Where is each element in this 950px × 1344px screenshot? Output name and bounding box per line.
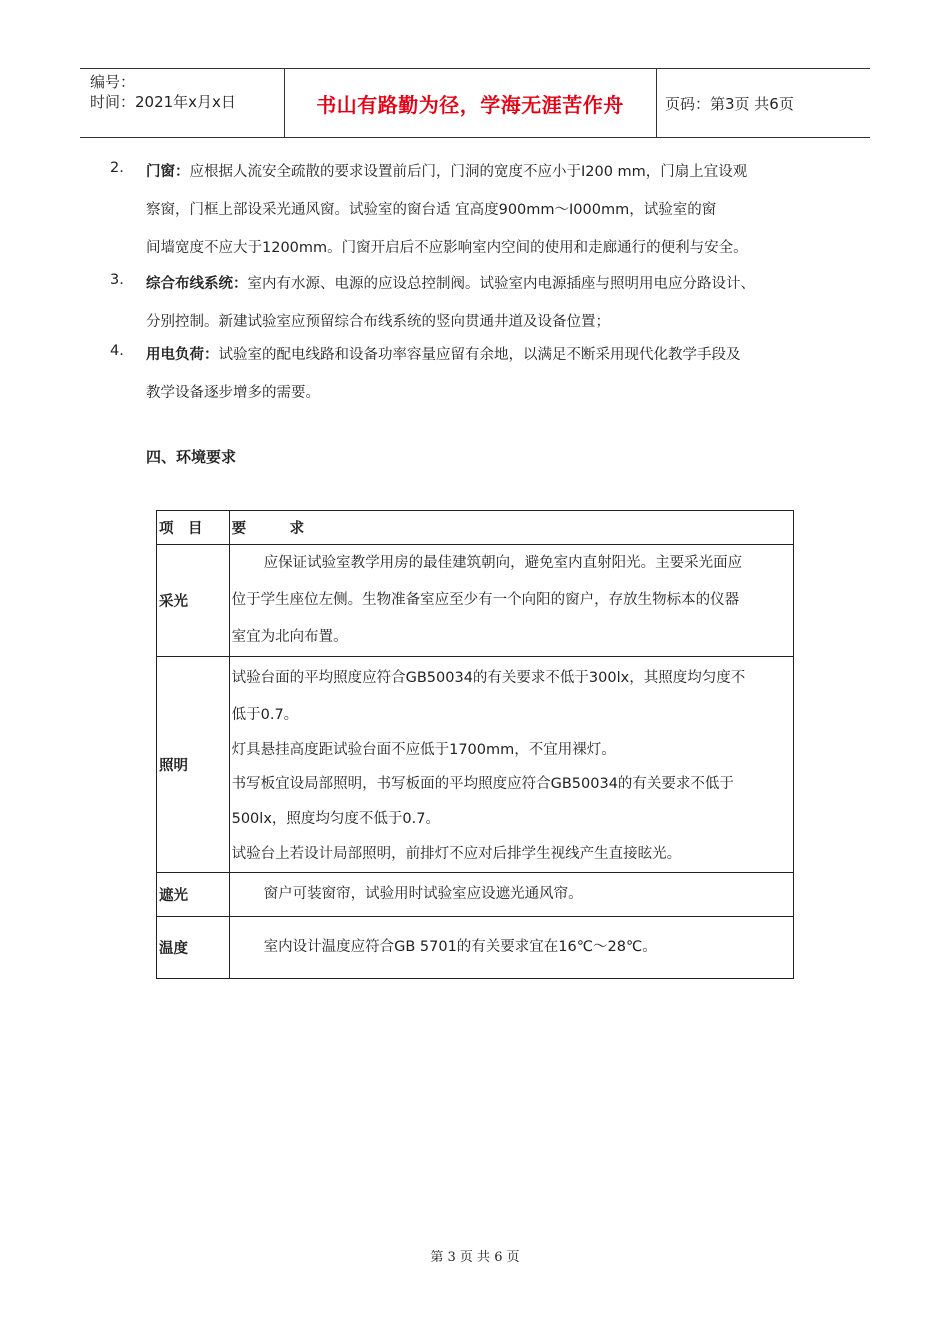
- table-row-value: [229, 873, 793, 917]
- list-item-number: 4.: [110, 343, 124, 359]
- header-page-cell: [657, 69, 870, 137]
- page-footer: 第 3 页 共 6 页: [430, 1250, 520, 1265]
- table-row-value: [229, 545, 793, 657]
- list-item-line: [146, 343, 741, 364]
- table-header-requirement: 要 求: [229, 511, 793, 545]
- table-header-item: 项 目: [157, 511, 230, 545]
- table-cell-line: 500lx，照度均匀度不低于0.7。: [231, 810, 440, 827]
- table-row-key: 遮光: [157, 873, 230, 917]
- table-cell-line: 试验台面的平均照度应符合GB50034的有关要求不低于300lx，其照度均匀度不: [231, 669, 746, 686]
- list-item-number: 3.: [110, 272, 124, 288]
- table-cell-line: 灯具悬挂高度距试验台面不应低于1700mm，不宜用裸灯。: [231, 741, 616, 758]
- list-item-number: 2.: [110, 160, 124, 176]
- table-cell-line: 室宜为北向布置。: [231, 629, 348, 645]
- header-page-label: 页码：第3页 共6页: [665, 95, 794, 113]
- list-item-line: 教学设备逐步增多的需要。: [146, 385, 320, 401]
- list-item-text: 应根据人流安全疏散的要求设置前后门，门洞的宽度不应小于I200 mm，门扇上宜设观: [189, 164, 748, 180]
- list-item-title: 门窗：: [146, 164, 190, 180]
- table-row: [157, 917, 794, 979]
- header-motto-cell: [284, 69, 657, 137]
- list-item-line: 分别控制。新建试验室应预留综合布线系统的竖向贯通井道及设备位置；: [146, 314, 610, 330]
- document-number-label: 编号：: [90, 73, 136, 91]
- table-header-row: [157, 511, 794, 545]
- header-meta-cell: [80, 69, 285, 137]
- environment-requirements-table: [156, 510, 794, 979]
- list-item-title: 用电负荷：: [146, 347, 219, 363]
- table-row-value: [229, 657, 793, 873]
- header-motto: 书山有路勤为径，学海无涯苦作舟: [316, 93, 624, 117]
- table-cell-line: 窗户可装窗帘，试验用时试验室应设遮光通风帘。: [263, 886, 583, 902]
- document-time-label: 时间：2021年x月x日: [90, 93, 236, 111]
- table-cell-line: 书写板宜设局部照明，书写板面的平均照度应符合GB50034的有关要求不低于: [231, 775, 734, 792]
- table-cell-line: 室内设计温度应符合GB 5701的有关要求宜在16℃～28℃。: [263, 939, 657, 955]
- list-item-line: 察窗，门框上部设采光通风窗。试验室的窗台适 宜高度900mm～I000mm，试验室的窗: [146, 202, 717, 218]
- document-header: [80, 68, 870, 138]
- table-cell-line: 低于0.7。: [231, 706, 299, 723]
- table-row-value: [229, 917, 793, 979]
- list-item-line: [146, 160, 747, 181]
- list-item-title: 综合布线系统：: [146, 276, 248, 292]
- table-cell-line: 应保证试验室教学用房的最佳建筑朝向，避免室内直射阳光。主要采光面应: [263, 555, 743, 571]
- list-item-line: 间墙宽度不应大于1200mm。门窗开启后不应影响室内空间的使用和走廊通行的便利与安全。: [146, 240, 748, 256]
- list-item-line: [146, 272, 755, 293]
- table-cell-line: 位于学生座位左侧。生物准备室应至少有一个向阳的窗户，存放生物标本的仪器: [231, 592, 740, 608]
- table-row-key: 采光: [157, 545, 230, 657]
- table-cell-line: 试验台上若设计局部照明，前排灯不应对后排学生视线产生直接眩光。: [231, 845, 682, 862]
- table-row-key: 照明: [157, 657, 230, 873]
- table-row: [157, 545, 794, 657]
- list-item-text: 试验室的配电线路和设备功率容量应留有余地，以满足不断采用现代化教学手段及: [218, 347, 741, 363]
- table-row: [157, 873, 794, 917]
- list-item-text: 室内有水源、电源的应设总控制阀。试验室内电源插座与照明用电应分路设计、: [247, 276, 755, 292]
- table-row-key: 温度: [157, 917, 230, 979]
- table-row: [157, 657, 794, 873]
- section-title: 四、环境要求: [146, 448, 237, 466]
